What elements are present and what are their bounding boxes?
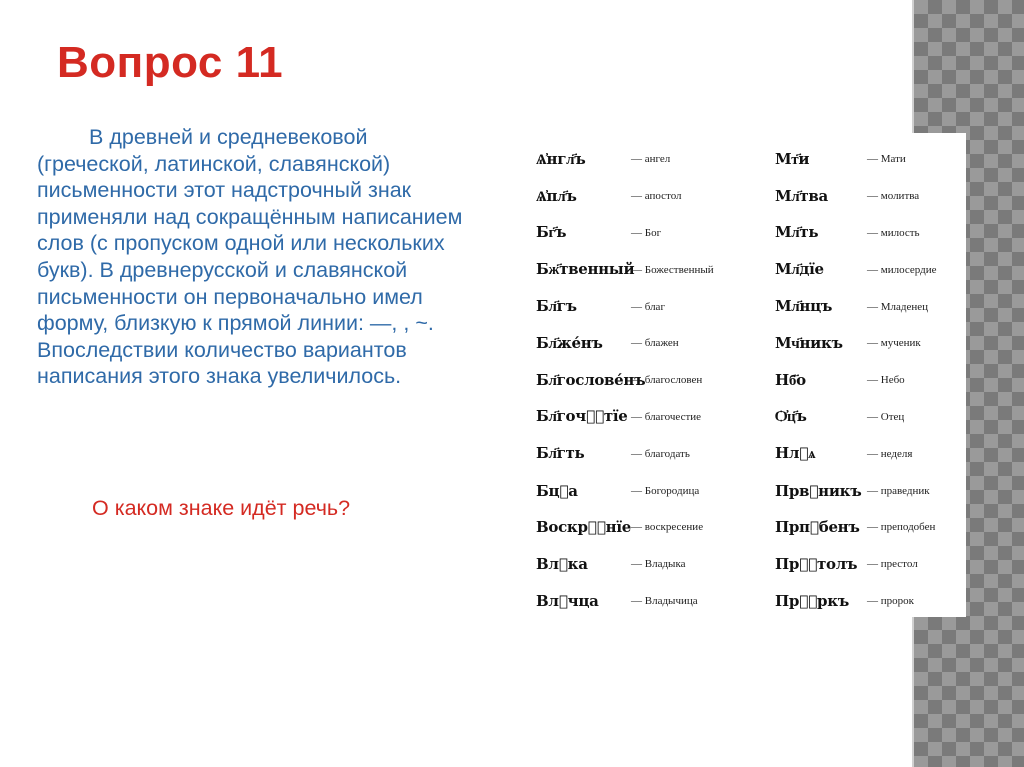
table-row xyxy=(775,288,995,325)
abbreviation-column-right xyxy=(775,141,995,619)
abbreviation: Прⷭ҇толъ xyxy=(775,555,858,574)
table-row xyxy=(536,472,756,509)
question-prompt: О каком знаке идёт речь? xyxy=(92,496,351,520)
meaning: — благодать xyxy=(631,447,690,460)
meaning: — милость xyxy=(867,226,920,239)
meaning: — Владычица xyxy=(631,594,698,607)
table-row xyxy=(536,583,756,620)
abbreviation: Бл҃гть xyxy=(536,444,585,463)
abbreviation: Мч҃никъ xyxy=(775,333,843,352)
table-row xyxy=(536,178,756,215)
table-row xyxy=(536,325,756,362)
abbreviation: Мл҃нцъ xyxy=(775,297,833,316)
meaning: — благ xyxy=(631,300,665,313)
table-row xyxy=(775,472,995,509)
abbreviation: Првⷣникъ xyxy=(775,481,862,500)
meaning: — пророк xyxy=(867,594,914,607)
meaning: — Богородица xyxy=(631,484,700,497)
abbreviation-column-left xyxy=(536,141,756,619)
table-row xyxy=(775,509,995,546)
abbreviation: Прⷪ҇ркъ xyxy=(775,591,849,610)
abbreviation: Ѧ҆пл҃ъ xyxy=(536,186,577,205)
abbreviation: Бж҃твенный xyxy=(536,260,635,279)
meaning: — мученик xyxy=(867,337,921,350)
meaning: — праведник xyxy=(867,484,930,497)
abbreviation: Мл҃ть xyxy=(775,223,819,242)
table-row xyxy=(775,141,995,178)
table-row xyxy=(775,583,995,620)
abbreviation: Нб҃о xyxy=(775,370,806,389)
table-row xyxy=(536,288,756,325)
meaning: — благословен xyxy=(631,374,703,387)
meaning: — воскресение xyxy=(631,521,704,534)
table-row xyxy=(536,546,756,583)
abbreviation: Прпⷣбенъ xyxy=(775,518,860,537)
abbreviation: Мл҃тва xyxy=(775,186,828,205)
abbreviation: Мл҃дїе xyxy=(775,260,824,279)
slide-title: Вопрос 11 xyxy=(57,38,284,87)
meaning: — апостол xyxy=(631,190,682,203)
table-row xyxy=(775,215,995,252)
table-row xyxy=(775,251,995,288)
meaning: — ангел xyxy=(631,153,671,166)
table-row xyxy=(775,362,995,399)
abbreviation: Нлⷣѧ xyxy=(775,444,816,463)
question-paragraph: В древней и средневековой (греческой, латинской, славянской) письменности этот надстрочный знак применяли над сокращённым написанием слов (с пропуском одной или нескольких букв). В древнерусской и славянской письменности он первоначально имел форму, близкую к прямой линии: —, , ~. Впоследствии количество вариантов написания этого знака увеличилось. xyxy=(37,125,463,389)
abbreviation: Бл҃же́нъ xyxy=(536,333,603,352)
abbreviation: Влⷣчца xyxy=(536,591,599,610)
abbreviation: Бг҃ъ xyxy=(536,223,567,242)
meaning: — Владыка xyxy=(631,558,686,571)
abbreviation: Бл҃гочⷭ҇тїе xyxy=(536,407,628,426)
abbreviation: Бл҃гъ xyxy=(536,297,577,316)
meaning: — Небо xyxy=(867,374,905,387)
meaning: — неделя xyxy=(867,447,913,460)
abbreviation: Ѧ҆нгл҃ъ xyxy=(536,149,586,168)
table-row xyxy=(536,141,756,178)
meaning: — блажен xyxy=(631,337,679,350)
abbreviation: Влⷣка xyxy=(536,555,588,574)
abbreviation-table xyxy=(528,133,966,617)
meaning: — благочестие xyxy=(631,410,702,423)
meaning: — Младенец xyxy=(867,300,929,313)
table-row xyxy=(775,325,995,362)
table-row xyxy=(536,399,756,436)
abbreviation: Воскрⷭ҇нїе xyxy=(536,518,631,537)
abbreviation: Бцⷣа xyxy=(536,481,578,500)
abbreviation: Мт҃и xyxy=(775,149,810,168)
table-row xyxy=(536,251,756,288)
abbreviation: Бл҃гослове́нъ xyxy=(536,370,646,389)
table-row xyxy=(536,435,756,472)
table-row xyxy=(775,399,995,436)
meaning: — престол xyxy=(867,558,918,571)
table-row xyxy=(536,215,756,252)
table-row xyxy=(536,362,756,399)
meaning: — Бог xyxy=(631,226,662,239)
abbreviation: Ѻ҆ц҃ъ xyxy=(775,407,807,426)
table-row xyxy=(775,178,995,215)
table-row xyxy=(775,435,995,472)
table-row xyxy=(775,546,995,583)
meaning: — Мати xyxy=(867,153,906,166)
meaning: — преподобен xyxy=(867,521,936,534)
meaning: — молитва xyxy=(867,190,920,203)
meaning: — милосердие xyxy=(867,263,937,276)
meaning: — Отец xyxy=(867,410,905,423)
meaning: — Божественный xyxy=(631,263,714,276)
table-row xyxy=(536,509,756,546)
